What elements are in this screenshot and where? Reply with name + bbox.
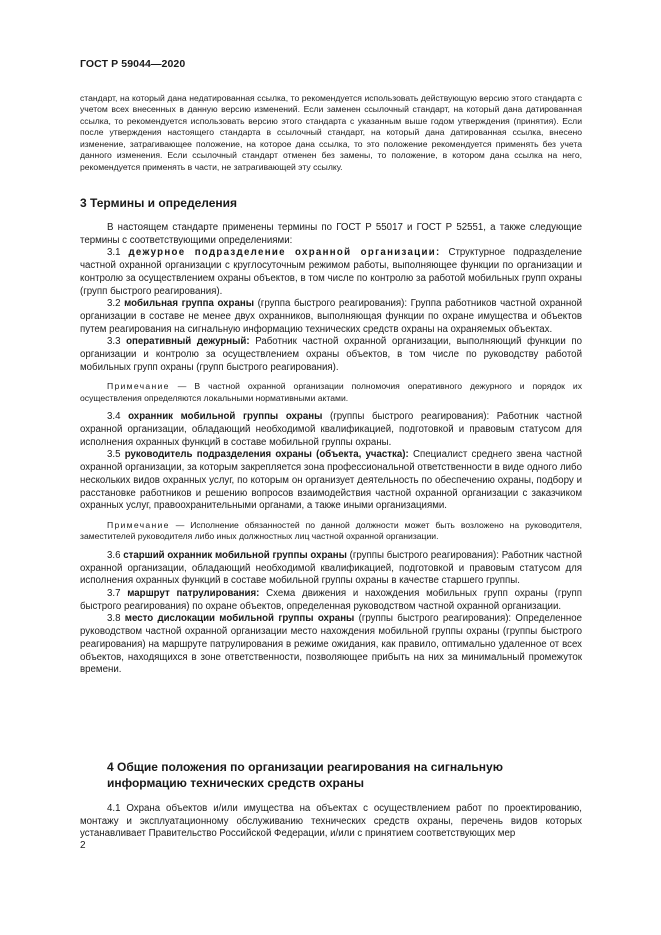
- term-title: мобильная группа охраны: [124, 298, 254, 310]
- term-3-6: [80, 550, 582, 588]
- term-definition: (группы быстрого реагирования): Работник частной охранной организации, обладающий необходимой квалификацией, подготовкой и правовым статусом для исполнения охранных функций в составе мобильной группы охраны в качестве старшего группы.: [80, 549, 582, 587]
- term-3-5: [80, 449, 582, 513]
- term-title: маршрут патрулирования:: [127, 587, 260, 599]
- page-number: 2: [80, 840, 86, 851]
- term-number: 3.3: [107, 336, 121, 348]
- section-4-heading-line-1: 4 Общие положения по организации реагирования на сигнальную: [107, 760, 503, 774]
- term-number: 3.5: [107, 449, 121, 461]
- intro-paragraph-block: [80, 93, 582, 173]
- section-4: [80, 760, 582, 841]
- term-number: 3.1: [107, 247, 121, 259]
- term-number: 3.7: [107, 587, 121, 599]
- term-title: старший охранник мобильной группы охраны: [123, 549, 347, 561]
- note-label: Примечание: [107, 519, 170, 530]
- term-definition: Работник частной охранной организации, выполняющий функции по организации и контролю за осуществлением охраны объектов, в том числе по руководству работой мобильных групп охраны (групп быстрого реагирования).: [80, 336, 582, 373]
- term-definition: Схема движения и нахождения мобильных групп охраны (групп быстрого реагирования) по охране объектов, определенная руководством частной охранной организации.: [80, 587, 582, 612]
- term-title: место дислокации мобильной группы охраны: [124, 613, 355, 625]
- clause-4-1: 4.1 Охрана объектов и/или имущества на объектах с осуществлением работ по проектированию, монтажу и эксплуатационному обслуживанию технических средств охраны, перечень видов которых устанавливает Правительство Российской Федерации, и/или с принятием соответствующих мер: [80, 803, 582, 840]
- term-3-2: [80, 298, 582, 336]
- term-3-8: [80, 613, 582, 677]
- section-3-intro: В настоящем стандарте применены термины по ГОСТ Р 55017 и ГОСТ Р 52551, а также следующие термины с соответствующими определениями:: [80, 222, 582, 246]
- page-header-standard-number: ГОСТ Р 59044—2020: [80, 58, 186, 70]
- note-label: Примечание: [107, 381, 170, 392]
- term-title: руководитель подразделения охраны (объекта, участка):: [124, 449, 409, 461]
- note-1: [80, 381, 582, 404]
- term-definition: (группа быстрого реагирования): Группа работников частной охранной организации в составе не менее двух охранников, выполняющая функции по охране имущества и объектов путем реагирования на сигнальную информацию технических средств охраны на охраняемых объектах.: [80, 298, 582, 335]
- section-3-heading: 3 Термины и определения: [80, 196, 238, 210]
- term-3-3: [80, 336, 582, 374]
- note-text: — Исполнение обязанностей по данной должности может быть возложено на руководителя, заместителей руководителя либо иных должностных лиц частной охранной организации.: [80, 519, 582, 542]
- term-number: 3.4: [107, 411, 121, 423]
- note-text: — В частной охранной организации полномочия оперативного дежурного и порядок их осуществления определяются локальными нормативными актами.: [80, 381, 583, 403]
- section-4-heading-line-2: информацию технических средств охраны: [107, 775, 365, 790]
- term-title: дежурное подразделение охранной организации:: [128, 247, 441, 259]
- section-3-body: [80, 222, 582, 677]
- term-definition: Структурное подразделение частной охранной организации с круглосуточным режимом работы, выполняющее функции по организации и контролю за осуществлением охраны объектов, в том числе по контролю за работой мобильных групп охраны (групп быстрого реагирования).: [80, 247, 582, 297]
- term-title: охранник мобильной группы охраны: [128, 411, 323, 423]
- term-3-4: [80, 411, 582, 449]
- note-2: [80, 520, 582, 543]
- term-number: 3.6: [107, 549, 121, 561]
- term-3-1: [80, 247, 582, 298]
- intro-paragraph: стандарт, на который дана недатированная ссылка, то рекомендуется использовать действующую версию этого стандарта с учетом всех внесенных в данную версию изменений. Если заменен ссылочный стандарт, на который дана датированная ссылка, то рекомендуется использовать версию этого стандарта с указанным выше годом утверждения (принятия). Если после утверждения настоящего стандарта в ссылочный стандарт, на который дана датированная ссылка, внесено изменение, затрагивающее положение, на которое дана ссылка, то это положение рекомендуется применять без учета данного изменения. Если ссылочный стандарт отменен без замены, то положение, в котором дана ссылка на него, рекомендуется применять в части, не затрагивающей эту ссылку.: [80, 93, 582, 172]
- term-number: 3.8: [107, 613, 121, 625]
- term-number: 3.2: [107, 298, 121, 310]
- term-definition: Специалист среднего звена частной охранной организации, за которым закрепляется зона профессиональной ответственности в виде одного либо нескольких видов охранных услуг, по которым он организует деятельность по обеспечению охраны, подбору и расстановке работников и решению вопросов взаимодействия частной охранной организации с заказчиком охранных услуг, правоохранительными органами, а также иными организациями.: [80, 449, 582, 512]
- term-definition: (группы быстрого реагирования): Определенное руководством частной охранной организации место нахождения мобильной группы охраны (группы быстрого реагирования) на маршруте патрулирования в режиме ожидания, как правило, оптимально удаленное от всех объектов, находящихся в зоне ответственности, позволяющее прибыть на них за минимальный промежуток времени.: [80, 613, 582, 676]
- term-title: оперативный дежурный:: [126, 336, 250, 348]
- term-3-7: [80, 588, 582, 613]
- section-3: [80, 196, 582, 212]
- term-definition: (группы быстрого реагирования): Работник частной охранной организации, обладающий необходимой квалификацией, подготовкой и правовым статусом для исполнения охранных функций в составе мобильной группы охраны.: [80, 411, 582, 448]
